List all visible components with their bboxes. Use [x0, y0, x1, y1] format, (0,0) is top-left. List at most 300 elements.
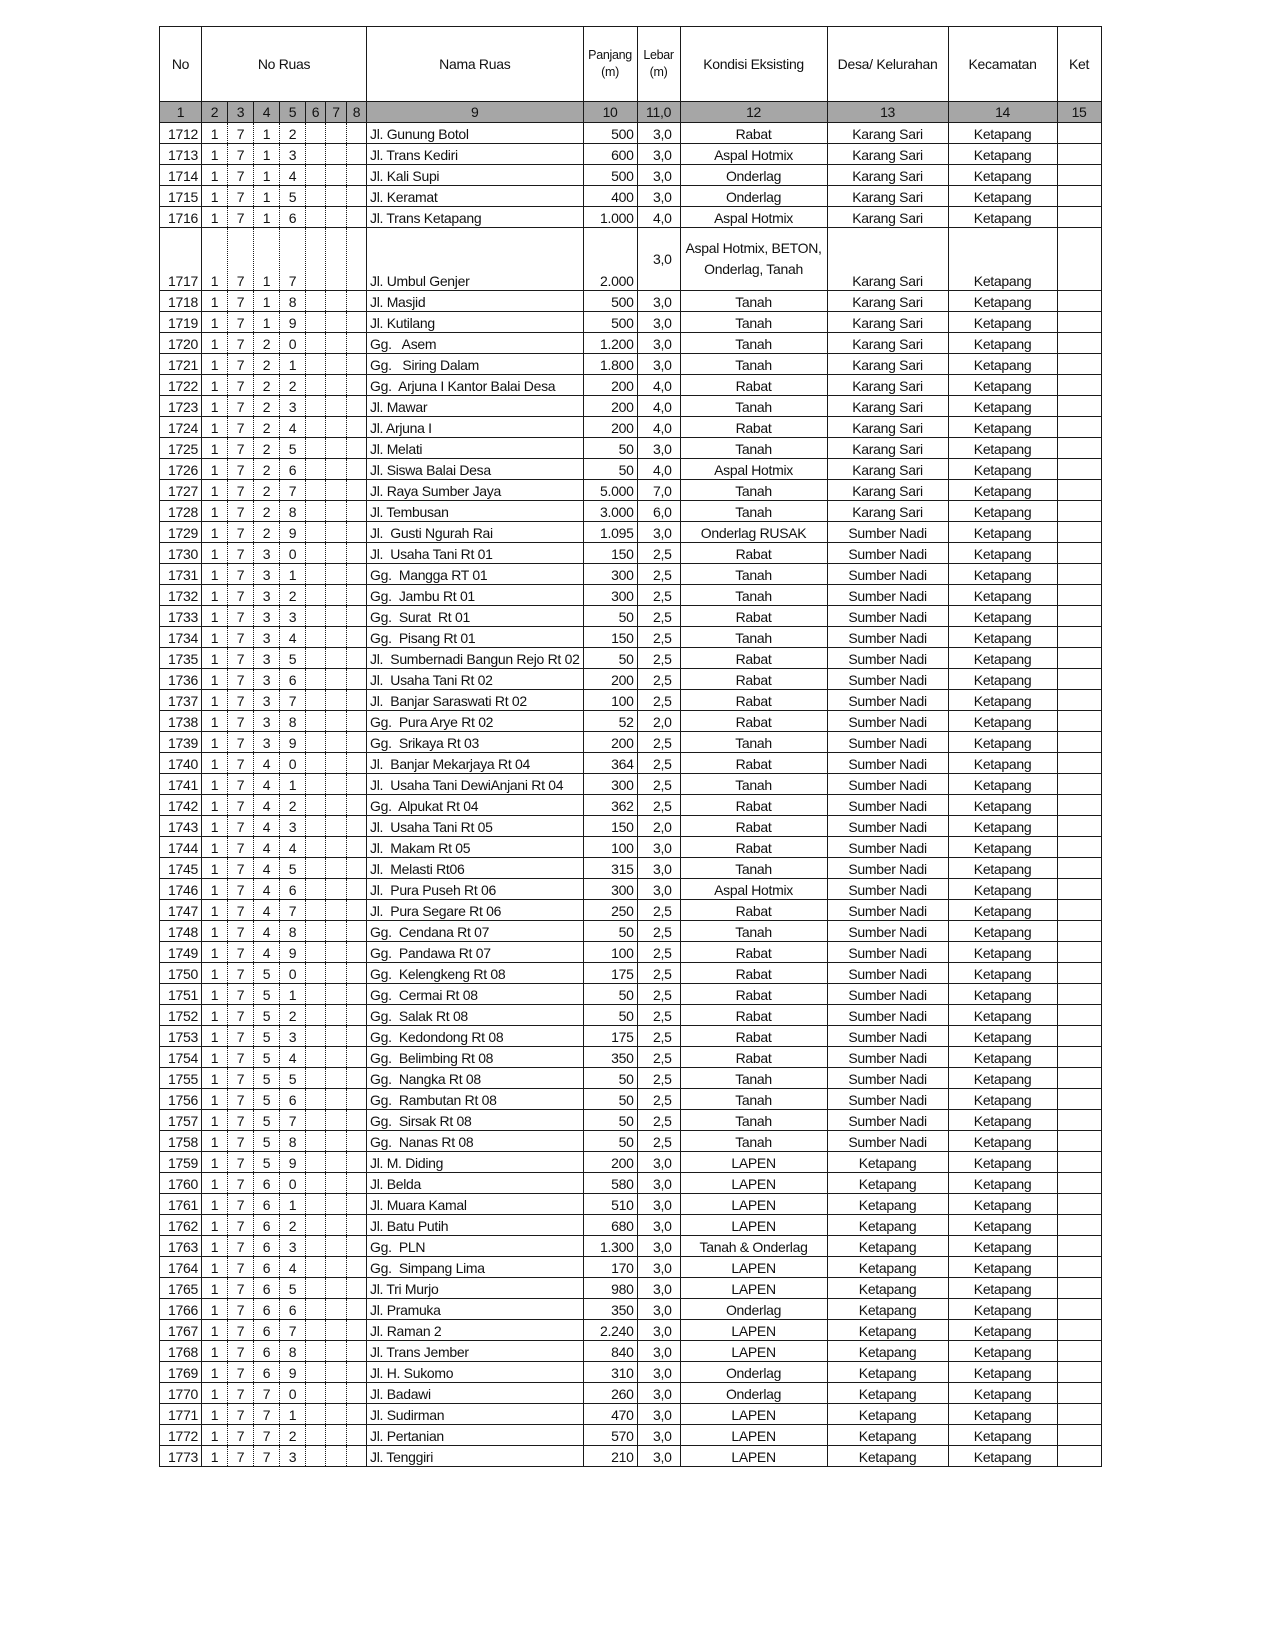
cell-ruas-digit: 2 [254, 354, 280, 375]
cell-lebar: 3,0 [637, 1404, 680, 1425]
cell-kecamatan: Ketapang [948, 438, 1057, 459]
cell-desa: Sumber Nadi [827, 585, 948, 606]
cell-ruas-digit: 3 [254, 711, 280, 732]
cell-desa: Sumber Nadi [827, 879, 948, 900]
cell-ruas-digit: 1 [202, 1131, 228, 1152]
cell-ruas-digit [306, 1215, 326, 1236]
cell-ruas-digit: 5 [254, 1152, 280, 1173]
cell-desa: Sumber Nadi [827, 732, 948, 753]
column-index-cell: 5 [280, 102, 306, 123]
cell-ket [1057, 1110, 1101, 1131]
cell-ruas-digit [326, 1173, 347, 1194]
cell-ket [1057, 543, 1101, 564]
cell-ruas-digit: 3 [280, 606, 306, 627]
cell-ruas-digit: 1 [202, 438, 228, 459]
cell-ruas-digit [306, 585, 326, 606]
cell-ruas-digit: 1 [202, 1236, 228, 1257]
table-row [160, 186, 1102, 207]
cell-ruas-digit [347, 459, 367, 480]
cell-panjang: 364 [583, 753, 637, 774]
cell-ruas-digit [306, 1005, 326, 1026]
cell-no: 1769 [160, 1362, 202, 1383]
cell-ruas-digit [347, 858, 367, 879]
cell-desa: Karang Sari [827, 186, 948, 207]
cell-kondisi: LAPEN [680, 1404, 827, 1425]
cell-ruas-digit [326, 1194, 347, 1215]
column-index-cell: 10 [583, 102, 637, 123]
cell-ruas-digit: 1 [202, 1047, 228, 1068]
cell-kecamatan: Ketapang [948, 1320, 1057, 1341]
cell-ruas-digit [347, 1173, 367, 1194]
cell-nama-ruas: Gg. Siring Dalam [367, 354, 584, 375]
cell-desa: Ketapang [827, 1404, 948, 1425]
cell-ruas-digit [306, 459, 326, 480]
cell-desa: Sumber Nadi [827, 1026, 948, 1047]
cell-no: 1727 [160, 480, 202, 501]
cell-ruas-digit: 1 [202, 165, 228, 186]
cell-ruas-digit: 1 [202, 564, 228, 585]
cell-kecamatan: Ketapang [948, 1194, 1057, 1215]
cell-lebar: 3,0 [637, 1446, 680, 1467]
cell-ruas-digit [326, 690, 347, 711]
cell-kecamatan: Ketapang [948, 291, 1057, 312]
cell-ruas-digit: 6 [254, 1320, 280, 1341]
cell-ruas-digit [306, 1110, 326, 1131]
cell-no: 1737 [160, 690, 202, 711]
cell-kondisi: Onderlag [680, 1299, 827, 1320]
cell-no: 1747 [160, 900, 202, 921]
cell-ruas-digit: 3 [254, 669, 280, 690]
cell-ruas-digit [306, 144, 326, 165]
cell-lebar: 3,0 [637, 858, 680, 879]
cell-panjang: 470 [583, 1404, 637, 1425]
cell-ruas-digit: 3 [280, 144, 306, 165]
cell-nama-ruas: Gg. Pandawa Rt 07 [367, 942, 584, 963]
cell-ruas-digit [306, 186, 326, 207]
cell-kecamatan: Ketapang [948, 627, 1057, 648]
cell-kondisi: Rabat [680, 1005, 827, 1026]
cell-panjang: 100 [583, 837, 637, 858]
cell-ruas-digit [326, 333, 347, 354]
cell-ruas-digit: 1 [280, 984, 306, 1005]
cell-kondisi: Tanah [680, 921, 827, 942]
cell-ruas-digit [326, 291, 347, 312]
table-row [160, 312, 1102, 333]
cell-no: 1773 [160, 1446, 202, 1467]
cell-panjang: 200 [583, 1152, 637, 1173]
cell-desa: Sumber Nadi [827, 1131, 948, 1152]
cell-ruas-digit: 3 [254, 627, 280, 648]
cell-kondisi: Rabat [680, 711, 827, 732]
cell-ruas-digit: 1 [202, 1173, 228, 1194]
cell-no: 1729 [160, 522, 202, 543]
cell-ruas-digit [347, 1047, 367, 1068]
cell-panjang: 150 [583, 627, 637, 648]
cell-ruas-digit [306, 606, 326, 627]
cell-nama-ruas: Jl. Mawar [367, 396, 584, 417]
cell-no: 1741 [160, 774, 202, 795]
cell-desa: Karang Sari [827, 123, 948, 144]
cell-kecamatan: Ketapang [948, 795, 1057, 816]
cell-desa: Sumber Nadi [827, 1005, 948, 1026]
cell-kondisi: LAPEN [680, 1257, 827, 1278]
cell-no: 1751 [160, 984, 202, 1005]
column-index-cell: 4 [254, 102, 280, 123]
cell-nama-ruas: Jl. Usaha Tani Rt 01 [367, 543, 584, 564]
cell-kecamatan: Ketapang [948, 396, 1057, 417]
cell-panjang: 400 [583, 186, 637, 207]
cell-ruas-digit: 7 [228, 984, 254, 1005]
cell-ket [1057, 1089, 1101, 1110]
cell-kondisi: Rabat [680, 984, 827, 1005]
cell-ruas-digit: 1 [202, 963, 228, 984]
cell-kondisi: Rabat [680, 690, 827, 711]
cell-nama-ruas: Jl. Gusti Ngurah Rai [367, 522, 584, 543]
cell-nama-ruas: Jl. Pura Puseh Rt 06 [367, 879, 584, 900]
cell-panjang: 1.200 [583, 333, 637, 354]
cell-kondisi: Rabat [680, 669, 827, 690]
cell-nama-ruas: Gg. Jambu Rt 01 [367, 585, 584, 606]
cell-kondisi: Rabat [680, 123, 827, 144]
cell-ruas-digit [306, 858, 326, 879]
cell-panjang: 5.000 [583, 480, 637, 501]
cell-kondisi: Aspal Hotmix [680, 144, 827, 165]
cell-ruas-digit: 1 [202, 543, 228, 564]
cell-ruas-digit: 5 [254, 984, 280, 1005]
cell-no: 1732 [160, 585, 202, 606]
cell-ket [1057, 606, 1101, 627]
cell-desa: Karang Sari [827, 291, 948, 312]
cell-ruas-digit: 1 [202, 123, 228, 144]
cell-panjang: 300 [583, 564, 637, 585]
cell-lebar: 3,0 [637, 333, 680, 354]
cell-desa: Ketapang [827, 1194, 948, 1215]
cell-no: 1712 [160, 123, 202, 144]
cell-nama-ruas: Jl. Masjid [367, 291, 584, 312]
cell-ruas-digit: 7 [228, 816, 254, 837]
column-index-row [160, 102, 1102, 123]
cell-ruas-digit [306, 1131, 326, 1152]
cell-ruas-digit: 3 [254, 606, 280, 627]
cell-kondisi: LAPEN [680, 1152, 827, 1173]
cell-ruas-digit [347, 564, 367, 585]
cell-kecamatan: Ketapang [948, 879, 1057, 900]
cell-ruas-digit: 1 [202, 333, 228, 354]
cell-ruas-digit: 1 [202, 1341, 228, 1362]
cell-kondisi: Rabat [680, 543, 827, 564]
cell-ruas-digit: 1 [202, 354, 228, 375]
cell-desa: Ketapang [827, 1341, 948, 1362]
cell-kecamatan: Ketapang [948, 186, 1057, 207]
cell-ruas-digit: 7 [228, 1404, 254, 1425]
cell-no: 1759 [160, 1152, 202, 1173]
cell-desa: Sumber Nadi [827, 690, 948, 711]
cell-ket [1057, 1236, 1101, 1257]
cell-ruas-digit: 1 [202, 795, 228, 816]
cell-ruas-digit [306, 228, 326, 291]
cell-ruas-digit [347, 1068, 367, 1089]
cell-ruas-digit [306, 312, 326, 333]
cell-kondisi: Aspal Hotmix [680, 459, 827, 480]
table-row [160, 774, 1102, 795]
cell-kecamatan: Ketapang [948, 1236, 1057, 1257]
cell-ruas-digit [326, 480, 347, 501]
cell-ket [1057, 312, 1101, 333]
cell-ruas-digit: 7 [280, 690, 306, 711]
cell-ruas-digit: 7 [228, 1320, 254, 1341]
cell-desa: Sumber Nadi [827, 921, 948, 942]
cell-desa: Sumber Nadi [827, 1110, 948, 1131]
cell-lebar: 2,5 [637, 606, 680, 627]
cell-ruas-digit [306, 921, 326, 942]
cell-ruas-digit [306, 522, 326, 543]
cell-ruas-digit: 1 [254, 291, 280, 312]
table-row [160, 1068, 1102, 1089]
column-index-cell: 1 [160, 102, 202, 123]
cell-ket [1057, 396, 1101, 417]
cell-kondisi: Tanah [680, 1089, 827, 1110]
header-no-ruas: No Ruas [202, 27, 367, 102]
cell-nama-ruas: Gg. Salak Rt 08 [367, 1005, 584, 1026]
cell-no: 1753 [160, 1026, 202, 1047]
cell-kondisi: Rabat [680, 816, 827, 837]
cell-nama-ruas: Jl. M. Diding [367, 1152, 584, 1173]
cell-ruas-digit [306, 795, 326, 816]
cell-ket [1057, 1005, 1101, 1026]
cell-no: 1713 [160, 144, 202, 165]
column-index-cell: 6 [306, 102, 326, 123]
cell-ruas-digit [326, 1341, 347, 1362]
cell-ruas-digit: 7 [228, 207, 254, 228]
cell-ruas-digit [306, 1173, 326, 1194]
cell-ruas-digit: 4 [280, 1047, 306, 1068]
cell-ket [1057, 753, 1101, 774]
cell-kondisi: Rabat [680, 648, 827, 669]
cell-nama-ruas: Jl. Badawi [367, 1383, 584, 1404]
cell-ruas-digit [326, 900, 347, 921]
cell-kecamatan: Ketapang [948, 669, 1057, 690]
cell-ket [1057, 375, 1101, 396]
cell-kecamatan: Ketapang [948, 690, 1057, 711]
cell-ruas-digit: 7 [228, 228, 254, 291]
cell-ruas-digit: 7 [228, 186, 254, 207]
header-desa: Desa/ Kelurahan [827, 27, 948, 102]
cell-ruas-digit [347, 1026, 367, 1047]
cell-ruas-digit [326, 543, 347, 564]
cell-ruas-digit: 1 [280, 354, 306, 375]
cell-ket [1057, 186, 1101, 207]
cell-ruas-digit: 4 [254, 921, 280, 942]
cell-ruas-digit: 1 [202, 606, 228, 627]
cell-ruas-digit [326, 648, 347, 669]
cell-ket [1057, 711, 1101, 732]
cell-ruas-digit: 7 [280, 1320, 306, 1341]
cell-ruas-digit: 3 [254, 543, 280, 564]
cell-ruas-digit: 2 [254, 417, 280, 438]
cell-panjang: 200 [583, 669, 637, 690]
cell-nama-ruas: Gg. Kelengkeng Rt 08 [367, 963, 584, 984]
cell-ruas-digit: 1 [202, 186, 228, 207]
cell-ruas-digit [347, 774, 367, 795]
cell-ket [1057, 900, 1101, 921]
cell-kecamatan: Ketapang [948, 522, 1057, 543]
cell-nama-ruas: Gg. Cermai Rt 08 [367, 984, 584, 1005]
cell-kondisi: Rabat [680, 417, 827, 438]
cell-ruas-digit: 4 [254, 879, 280, 900]
cell-desa: Ketapang [827, 1215, 948, 1236]
cell-no: 1726 [160, 459, 202, 480]
cell-kecamatan: Ketapang [948, 816, 1057, 837]
cell-ruas-digit: 5 [280, 1068, 306, 1089]
cell-kondisi: Onderlag [680, 1362, 827, 1383]
cell-ruas-digit [347, 1131, 367, 1152]
cell-ket [1057, 1278, 1101, 1299]
cell-ruas-digit: 0 [280, 963, 306, 984]
cell-kondisi: Rabat [680, 795, 827, 816]
cell-desa: Sumber Nadi [827, 816, 948, 837]
cell-ruas-digit [326, 1152, 347, 1173]
cell-kondisi: Tanah [680, 354, 827, 375]
cell-no: 1743 [160, 816, 202, 837]
cell-nama-ruas: Gg. Alpukat Rt 04 [367, 795, 584, 816]
cell-panjang: 362 [583, 795, 637, 816]
cell-ruas-digit: 1 [202, 480, 228, 501]
cell-ruas-digit: 1 [202, 1257, 228, 1278]
column-index-cell: 9 [367, 102, 584, 123]
cell-lebar: 2,5 [637, 1005, 680, 1026]
cell-panjang: 50 [583, 1089, 637, 1110]
table-row [160, 480, 1102, 501]
cell-nama-ruas: Jl. Kutilang [367, 312, 584, 333]
cell-ket [1057, 627, 1101, 648]
cell-ruas-digit: 7 [228, 312, 254, 333]
cell-kondisi: Tanah [680, 1110, 827, 1131]
cell-lebar: 2,0 [637, 711, 680, 732]
cell-ruas-digit [347, 1278, 367, 1299]
cell-kecamatan: Ketapang [948, 900, 1057, 921]
cell-lebar: 4,0 [637, 375, 680, 396]
table-row [160, 1383, 1102, 1404]
cell-kondisi: Tanah & Onderlag [680, 1236, 827, 1257]
cell-lebar: 3,0 [637, 879, 680, 900]
header-kondisi: Kondisi Eksisting [680, 27, 827, 102]
cell-nama-ruas: Gg. Srikaya Rt 03 [367, 732, 584, 753]
cell-ruas-digit: 4 [280, 417, 306, 438]
cell-no: 1722 [160, 375, 202, 396]
cell-kecamatan: Ketapang [948, 1383, 1057, 1404]
cell-kondisi: Onderlag [680, 1383, 827, 1404]
cell-panjang: 570 [583, 1425, 637, 1446]
cell-ruas-digit [347, 291, 367, 312]
cell-panjang: 50 [583, 606, 637, 627]
cell-desa: Sumber Nadi [827, 753, 948, 774]
cell-ruas-digit: 5 [254, 1089, 280, 1110]
cell-lebar: 2,5 [637, 564, 680, 585]
cell-ruas-digit [326, 1236, 347, 1257]
cell-ruas-digit [306, 900, 326, 921]
cell-ruas-digit: 7 [228, 1110, 254, 1131]
cell-ruas-digit [306, 984, 326, 1005]
cell-nama-ruas: Gg. Pura Arye Rt 02 [367, 711, 584, 732]
cell-kecamatan: Ketapang [948, 984, 1057, 1005]
cell-kondisi: Tanah [680, 501, 827, 522]
cell-kondisi: Rabat [680, 606, 827, 627]
cell-ruas-digit [326, 165, 347, 186]
cell-ket [1057, 879, 1101, 900]
cell-kecamatan: Ketapang [948, 753, 1057, 774]
cell-panjang: 3.000 [583, 501, 637, 522]
cell-desa: Karang Sari [827, 480, 948, 501]
cell-lebar: 3,0 [637, 837, 680, 858]
table-row [160, 984, 1102, 1005]
cell-ruas-digit: 1 [202, 711, 228, 732]
cell-ruas-digit: 7 [228, 144, 254, 165]
cell-no: 1766 [160, 1299, 202, 1320]
cell-kondisi: Rabat [680, 375, 827, 396]
cell-ruas-digit [306, 627, 326, 648]
cell-desa: Sumber Nadi [827, 648, 948, 669]
cell-ruas-digit: 7 [228, 711, 254, 732]
cell-nama-ruas: Jl. Arjuna I [367, 417, 584, 438]
cell-ruas-digit: 7 [228, 438, 254, 459]
header-no: No [160, 27, 202, 102]
cell-panjang: 1.000 [583, 207, 637, 228]
cell-ruas-digit: 7 [228, 501, 254, 522]
table-row [160, 585, 1102, 606]
cell-panjang: 350 [583, 1047, 637, 1068]
cell-ruas-digit: 1 [202, 669, 228, 690]
cell-panjang: 980 [583, 1278, 637, 1299]
cell-panjang: 2.240 [583, 1320, 637, 1341]
cell-panjang: 200 [583, 732, 637, 753]
cell-nama-ruas: Jl. Tenggiri [367, 1446, 584, 1467]
cell-ruas-digit [326, 438, 347, 459]
cell-ruas-digit: 1 [202, 522, 228, 543]
cell-ket [1057, 123, 1101, 144]
cell-nama-ruas: Jl. Siswa Balai Desa [367, 459, 584, 480]
cell-ket [1057, 1026, 1101, 1047]
cell-ruas-digit: 9 [280, 1152, 306, 1173]
cell-kondisi: Rabat [680, 1047, 827, 1068]
cell-ruas-digit [326, 1404, 347, 1425]
cell-ruas-digit [347, 1152, 367, 1173]
table-row [160, 711, 1102, 732]
cell-ruas-digit [347, 333, 367, 354]
cell-no: 1764 [160, 1257, 202, 1278]
cell-ruas-digit [326, 1047, 347, 1068]
cell-no: 1765 [160, 1278, 202, 1299]
cell-lebar: 2,5 [637, 1089, 680, 1110]
cell-kecamatan: Ketapang [948, 228, 1057, 291]
cell-ruas-digit: 4 [254, 900, 280, 921]
cell-kecamatan: Ketapang [948, 312, 1057, 333]
cell-ruas-digit: 5 [254, 1131, 280, 1152]
cell-ruas-digit [326, 1383, 347, 1404]
cell-kondisi: Onderlag [680, 165, 827, 186]
cell-panjang: 50 [583, 921, 637, 942]
cell-ruas-digit [326, 1425, 347, 1446]
cell-ruas-digit: 7 [228, 1026, 254, 1047]
cell-panjang: 315 [583, 858, 637, 879]
cell-ruas-digit: 2 [254, 480, 280, 501]
cell-ruas-digit: 0 [280, 753, 306, 774]
cell-ruas-digit: 1 [254, 207, 280, 228]
cell-ket [1057, 417, 1101, 438]
cell-ruas-digit [326, 354, 347, 375]
cell-no: 1733 [160, 606, 202, 627]
cell-desa: Sumber Nadi [827, 1089, 948, 1110]
cell-kecamatan: Ketapang [948, 1026, 1057, 1047]
